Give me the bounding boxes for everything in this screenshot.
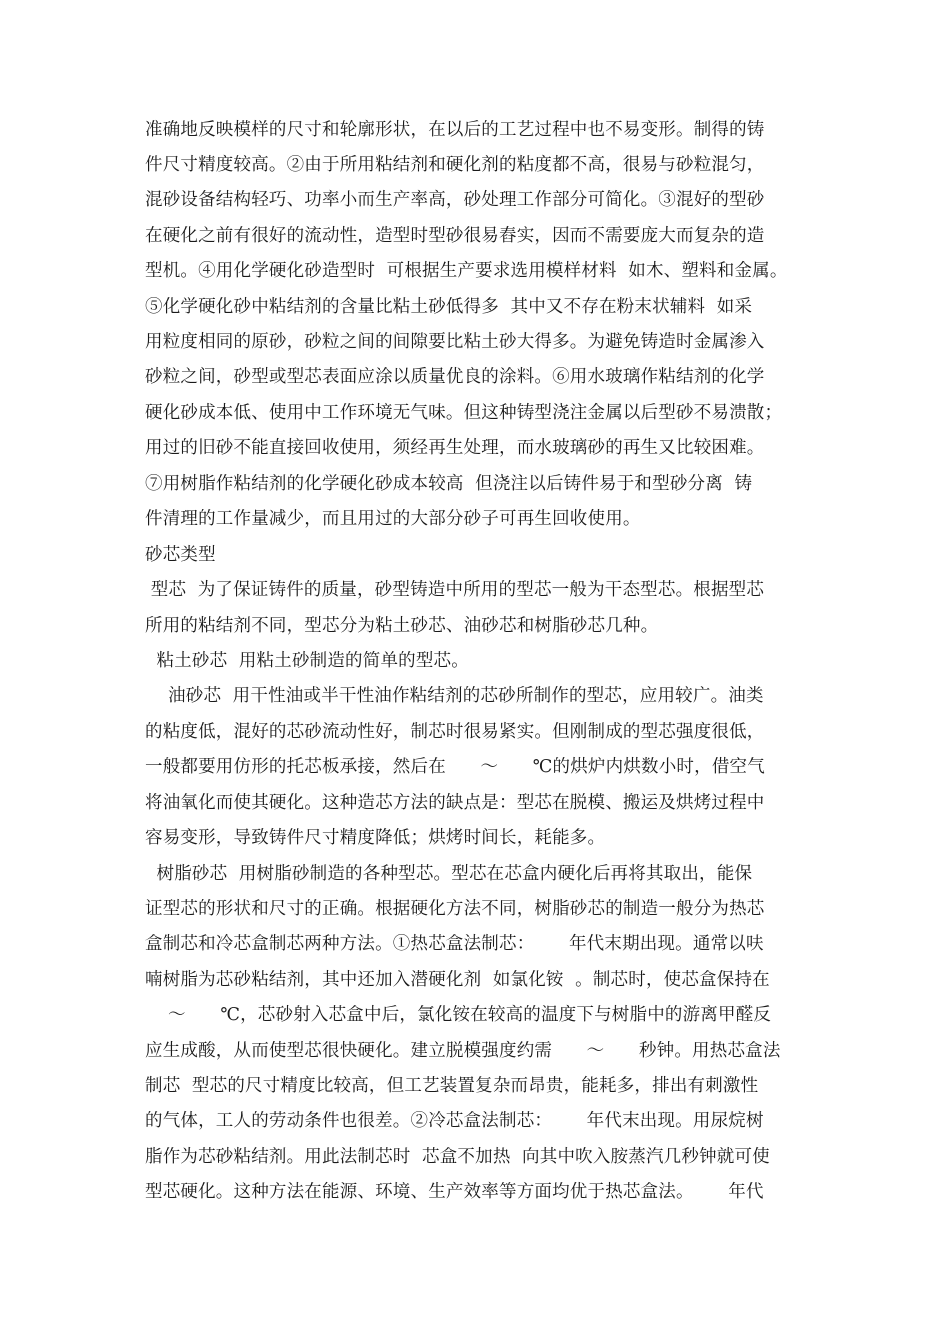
text-line: 型芯硬化。这种方法在能源、环境、生产效率等方面均优于热芯盒法。 年代 bbox=[145, 1182, 764, 1202]
text-line: 准确地反映模样的尺寸和轮廓形状，在以后的工艺过程中也不易变形。制得的铸 bbox=[145, 120, 765, 140]
text-line: 硬化砂成本低、使用中工作环境无气味。但这种铸型浇注金属以后型砂不易溃散； bbox=[145, 403, 783, 423]
text-line: 型机。④用化学硬化砂造型时 可根据生产要求选用模样材料 如木、塑料和金属。 bbox=[145, 261, 788, 281]
text-line: 用过的旧砂不能直接回收使用，须经再生处理，而水玻璃砂的再生又比较困难。 bbox=[145, 438, 765, 458]
text-line: 件清理的工作量减少，而且用过的大部分砂子可再生回收使用。 bbox=[145, 509, 641, 529]
text-line: 砂粒之间，砂型或型芯表面应涂以质量优良的涂料。⑥用水玻璃作粘结剂的化学 bbox=[145, 367, 765, 387]
text-line: ⑦用树脂作粘结剂的化学硬化砂成本较高 但浇注以后铸件易于和型砂分离 铸 bbox=[145, 474, 753, 494]
text-line: 件尺寸精度较高。②由于所用粘结剂和硬化剂的粘度都不高，很易与砂粒混匀， bbox=[145, 155, 765, 175]
text-line: 混砂设备结构轻巧、功率小而生产率高，砂处理工作部分可简化。③混好的型砂 bbox=[145, 190, 765, 210]
text-line: 容易变形，导致铸件尺寸精度降低；烘烤时间长，耗能多。 bbox=[145, 828, 606, 848]
text-line: 一般都要用仿形的托芯板承接，然后在 ～ ℃的烘炉内烘数小时，借空气 bbox=[145, 757, 765, 777]
section-heading: 砂芯类型 bbox=[145, 545, 216, 565]
text-line: 制芯 型芯的尺寸精度比较高，但工艺装置复杂而昂贵，能耗多，排出有刺激性 bbox=[145, 1076, 759, 1096]
text-line: 的粘度低，混好的芯砂流动性好，制芯时很易紧实。但刚制成的型芯强度很低， bbox=[145, 722, 765, 742]
text-line: 喃树脂为芯砂粘结剂，其中还加入潜硬化剂 如氯化铵 。制芯时，使芯盒保持在 bbox=[145, 970, 770, 990]
text-line: 油砂芯 用干性油或半干性油作粘结剂的芯砂所制作的型芯，应用较广。油类 bbox=[145, 686, 764, 706]
text-line: 用粒度相同的原砂，砂粒之间的间隙要比粘土砂大得多。为避免铸造时金属渗入 bbox=[145, 332, 765, 352]
text-line: ～ ℃，芯砂射入芯盒中后，氯化铵在较高的温度下与树脂中的游离甲醛反 bbox=[145, 1005, 772, 1025]
text-line: 的气体，工人的劳动条件也很差。②冷芯盒法制芯： 年代末出现。用尿烷树 bbox=[145, 1111, 764, 1131]
text-line: 粘土砂芯 用粘土砂制造的简单的型芯。 bbox=[145, 651, 469, 671]
text-line: 证型芯的形状和尺寸的正确。根据硬化方法不同，树脂砂芯的制造一般分为热芯 bbox=[145, 899, 765, 919]
text-line: 在硬化之前有很好的流动性，造型时型砂很易舂实，因而不需要庞大而复杂的造 bbox=[145, 226, 765, 246]
text-line: 所用的粘结剂不同，型芯分为粘土砂芯、油砂芯和树脂砂芯几种。 bbox=[145, 616, 659, 636]
text-line: 应生成酸，从而使型芯很快硬化。建立脱模强度约需 ～ 秒钟。用热芯盒法 bbox=[145, 1041, 781, 1061]
text-line: 型芯 为了保证铸件的质量，砂型铸造中所用的型芯一般为干态型芯。根据型芯 bbox=[145, 580, 765, 600]
text-line: 脂作为芯砂粘结剂。用此法制芯时 芯盒不加热 向其中吹入胺蒸汽几秒钟就可使 bbox=[145, 1147, 770, 1167]
text-line: 树脂砂芯 用树脂砂制造的各种型芯。型芯在芯盒内硬化后再将其取出，能保 bbox=[145, 864, 753, 884]
text-line: 盒制芯和冷芯盒制芯两种方法。①热芯盒法制芯： 年代末期出现。通常以呋 bbox=[145, 934, 764, 954]
text-line: ⑤化学硬化砂中粘结剂的含量比粘土砂低得多 其中又不存在粉末状辅料 如采 bbox=[145, 297, 753, 317]
text-line: 将油氧化而使其硬化。这种造芯方法的缺点是：型芯在脱模、搬运及烘烤过程中 bbox=[145, 793, 765, 813]
